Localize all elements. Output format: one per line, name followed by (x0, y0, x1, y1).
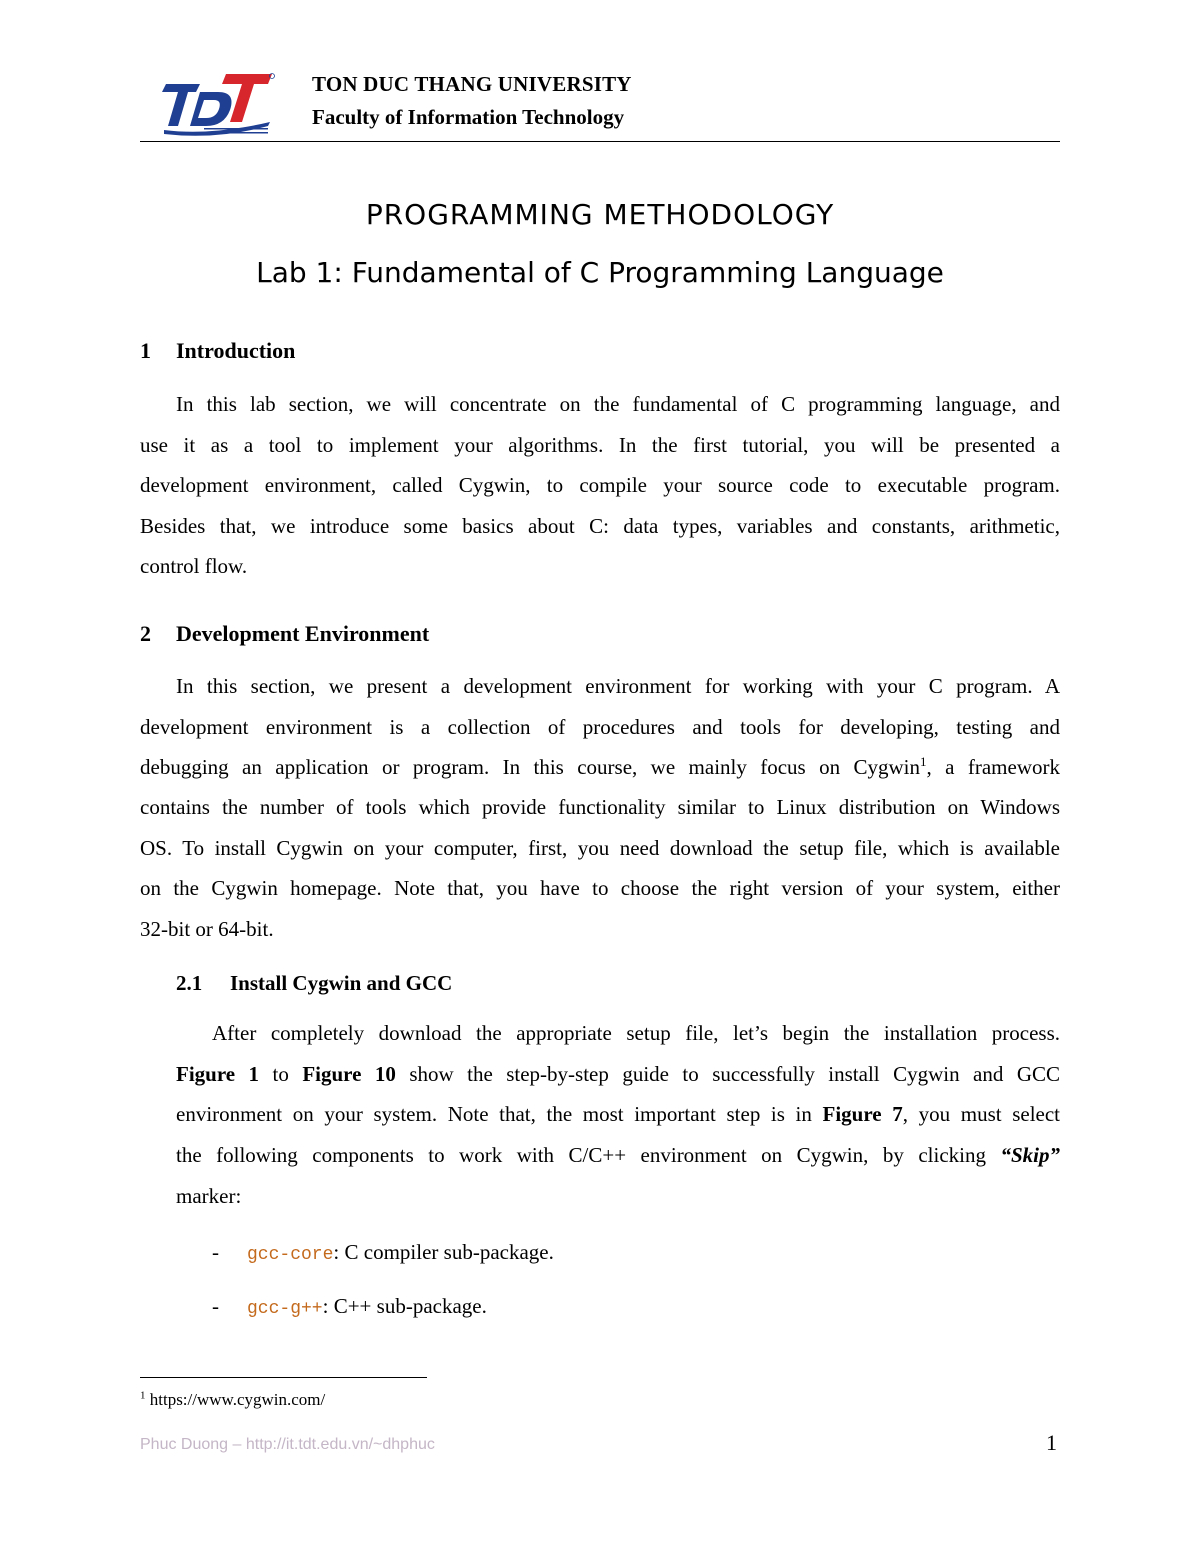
paragraph-line (176, 1104, 1060, 1125)
package-name: gcc-core (247, 1245, 334, 1265)
university-name: TON DUC THANG UNIVERSITY (312, 72, 632, 96)
paragraph-line: Besides that, we introduce some basics about C: data types, variables and constants, arithmetic, (140, 514, 1060, 538)
bullet-dash: - (212, 1294, 219, 1318)
subsection-number: 2.1 (176, 971, 203, 995)
list-item (247, 1294, 487, 1319)
subsection-2-1-heading (176, 971, 452, 996)
list-item-text: : C compiler sub-package. (333, 1240, 554, 1264)
paragraph-line: on the Cygwin homepage. Note that, you have to choose the right version of your system, either (140, 876, 1060, 900)
section-number: 2 (140, 621, 151, 646)
section-title: Introduction (176, 338, 296, 363)
paragraph-line (140, 754, 1061, 779)
bullet-dash: - (212, 1240, 219, 1264)
paragraph-line (176, 1064, 1060, 1085)
footnote-number: 1 (140, 1389, 146, 1402)
figure-ref: Figure 10 (302, 1062, 396, 1086)
faculty-name: Faculty of Information Technology (312, 105, 625, 129)
section-number: 1 (140, 338, 151, 363)
paragraph-line: After completely download the appropriate setup file, let’s begin the installation process. (212, 1021, 1060, 1045)
paragraph-text: , a framework (926, 755, 1061, 779)
paragraph-line: OS. To install Cygwin on your computer, first, you need download the setup file, which is available (140, 836, 1060, 860)
footnote-marker: 1 (920, 754, 927, 769)
document-subtitle: Lab 1: Fundamental of C Programming Language (256, 256, 944, 289)
paragraph-text: to (259, 1062, 303, 1086)
section-2-heading (140, 621, 429, 647)
header-divider (140, 141, 1060, 142)
figure-ref: Figure 1 (176, 1062, 260, 1086)
paragraph-line: In this lab section, we will concentrate on the fundamental of C programming language, and (176, 392, 1060, 416)
paragraph-line: development environment is a collection of procedures and tools for developing, testing and (140, 715, 1060, 739)
footnote-divider (140, 1377, 427, 1378)
page-number: 1 (1046, 1430, 1057, 1455)
paragraph-text: , you must select (902, 1102, 1060, 1126)
document-title: PROGRAMMING METHODOLOGY (365, 198, 835, 231)
paragraph-line: development environment, called Cygwin, to compile your source code to executable program. (140, 473, 1060, 497)
paragraph-line: marker: (176, 1184, 242, 1208)
paragraph-line: control flow. (140, 554, 248, 578)
package-name: gcc-g++ (247, 1299, 323, 1319)
paragraph-line (176, 1145, 1060, 1166)
list-item (247, 1240, 554, 1265)
footnote-link[interactable]: https://www.cygwin.com/ (145, 1390, 326, 1409)
paragraph-line: use it as a tool to implement your algorithms. In the first tutorial, you will be presented a (140, 433, 1060, 457)
list-item-text: : C++ sub-package. (322, 1294, 487, 1318)
tdt-logo-icon (160, 70, 276, 138)
subsection-title: Install Cygwin and GCC (230, 971, 453, 995)
paragraph-text: show the step-by-step guide to successfully install Cygwin and GCC (395, 1062, 1060, 1086)
paragraph-text: environment on your system. Note that, the most important step is in (176, 1102, 823, 1126)
figure-ref: Figure 7 (822, 1102, 903, 1126)
paragraph-line: contains the number of tools which provide functionality similar to Linux distribution on Windows (140, 795, 1060, 819)
footnote (140, 1390, 325, 1410)
footer-author-link[interactable]: Phuc Duong – http://it.tdt.edu.vn/~dhphuc (140, 1436, 435, 1453)
section-title: Development Environment (176, 621, 430, 646)
paragraph-text: debugging an application or program. In this course, we mainly focus on Cygwin (140, 755, 921, 779)
paragraph-line: 32-bit or 64-bit. (140, 917, 274, 941)
skip-emphasis: “Skip” (1000, 1143, 1060, 1167)
paragraph-line: In this section, we present a development environment for working with your C program. A (176, 674, 1060, 698)
university-logo (160, 70, 276, 138)
paragraph-text: the following components to work with C/C++ environment on Cygwin, by clicking (176, 1143, 1001, 1167)
section-1-heading (140, 338, 295, 364)
